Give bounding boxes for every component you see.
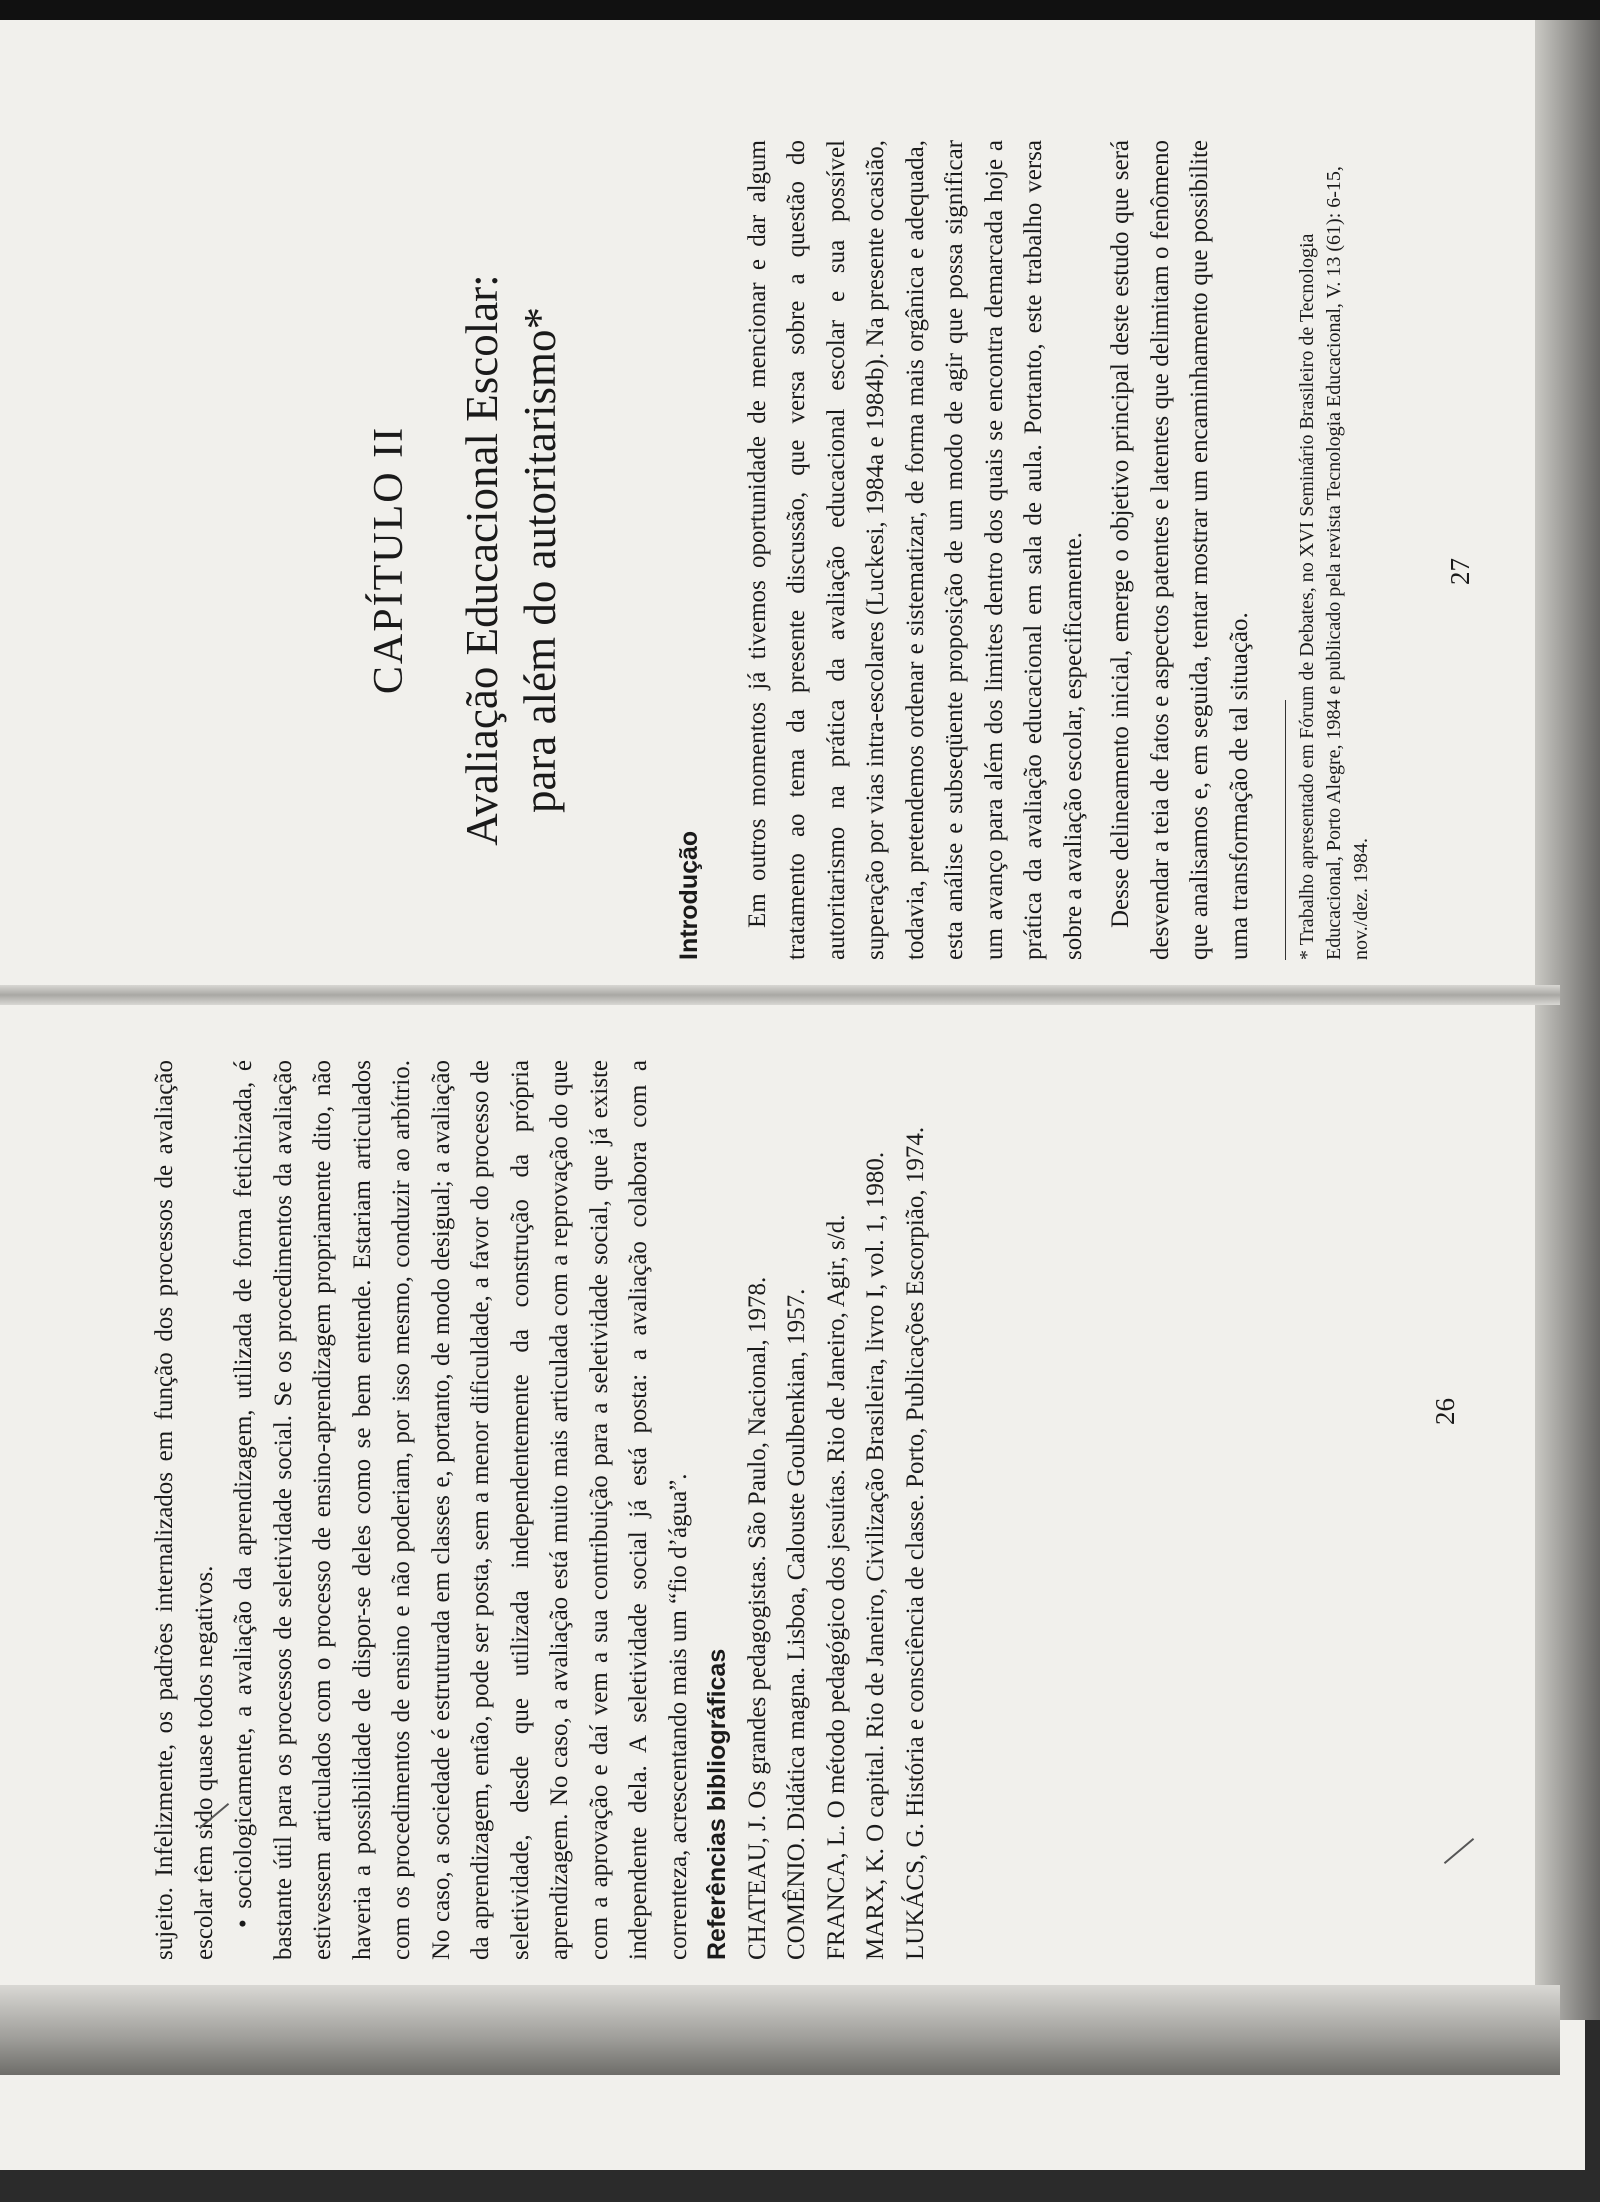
left-page <box>145 1060 929 1960</box>
chapter-label: CAPÍTULO II <box>366 425 412 695</box>
book-spine <box>0 985 1560 1005</box>
chapter-heading <box>365 180 569 940</box>
left-paragraph-1: sujeito. Infelizmente, os padrões internalizados em função dos processos de avaliação escolar têm sido quase todos negativos. <box>151 1060 218 1960</box>
right-page-number: 27 <box>1445 558 1475 585</box>
page-stack-edge <box>1535 20 1600 2020</box>
references-heading: Referências bibliográficas <box>703 1648 731 1960</box>
section-heading: Introdução <box>675 830 703 960</box>
reference-item: FRANCA, L. O método pedagógico dos jesuítas. Rio de Janeiro, Agir, s/d. <box>822 1214 850 1960</box>
left-page-number: 26 <box>1430 1398 1460 1425</box>
right-page <box>670 140 1390 960</box>
reference-item: LUKÁCS, G. História e consciência de classe. Porto, Publicações Escorpião, 1974. <box>901 1126 929 1960</box>
reference-item: MARX, K. O capital. Rio de Janeiro, Civilização Brasileira, livro I, vol. 1, 1980. <box>862 1151 889 1960</box>
footnote-rule <box>1285 700 1286 960</box>
book-bottom-edge <box>0 1985 1560 2075</box>
right-paragraph-2: Desse delineamento inicial, emerge o objetivo principal deste estudo que será desvendar a teia de fatos e aspectos patentes e latentes que delimitam o fenômeno que analisamos e, em seguida, tentar mostrar um encaminhamento que possibilite uma transformação de tal situação. <box>1107 140 1253 960</box>
right-paragraph-1: Em outros momentos já tivemos oportunidade de mencionar e dar algum tratamento ao tema da presente discussão, que versa sobre a questão do autoritarismo na prática da avaliação educacional escolar e sua possível superação por vias intra-escolares (Luckesi, 1984a e 1984b). Na presente ocasião, todavia, pretendemos ordenar e sistematizar, de forma mais orgânica e adequada, esta análise e subseqüente proposição de um modo de agir que possa significar um avanço para além dos limites dentro dos quais se encontra demarcada hoje a prática da avaliação educacional em sala de aula. Portanto, este trabalho versa sobre a avaliação escolar, especificamente. <box>743 140 1087 960</box>
footnote: * Trabalho apresentado em Fórum de Debates, no XVI Seminário Brasileiro de Tecnologia Educacional, Porto Alegre, 1984 e publicado pela revista Tecnologia Educacional, V. 13 (61): 6-15, nov./dez. 1984. <box>1296 166 1372 960</box>
reference-item: CHATEAU, J. Os grandes pedagogistas. São Paulo, Nacional, 1978. <box>743 1276 771 1960</box>
chapter-title-line2: para além do autoritarismo* <box>515 306 565 814</box>
left-paragraph-2: • sociologicamente, a avaliação da aprendizagem, utilizada de forma fetichizada, é bastante útil para os processos de seletividade social. Se os procedimentos da avaliação estivessem articulados com o processo de ensino-aprendizagem propriamente dito, não haveria a possibilidade de dispor-se deles como se bem entende. Estariam articulados com os procedimentos de ensino e não poderiam, por isso mesmo, conduzir ao arbítrio. No caso, a sociedade é estruturada em classes e, portanto, de modo desigual; a avaliação da aprendizagem, então, pode ser posta, sem a menor dificuldade, a favor do processo de seletividade, desde que utilizada independentemente da construção da própria aprendizagem. No caso, a avaliação está muito mais articulada com a reprovação do que com a aprovação e daí vem a sua contribuição para a seletividade social, que já existe independente dela. A seletividade social já está posta: a avaliação colabora com a correnteza, acrescentando mais um “fio d’água”. <box>230 1060 692 1960</box>
reference-item: COMÊNIO. Didática magna. Lisboa, Calouste Goulbenkian, 1957. <box>783 1288 810 1960</box>
chapter-title-line1: Avaliação Educacional Escolar: <box>457 274 507 846</box>
